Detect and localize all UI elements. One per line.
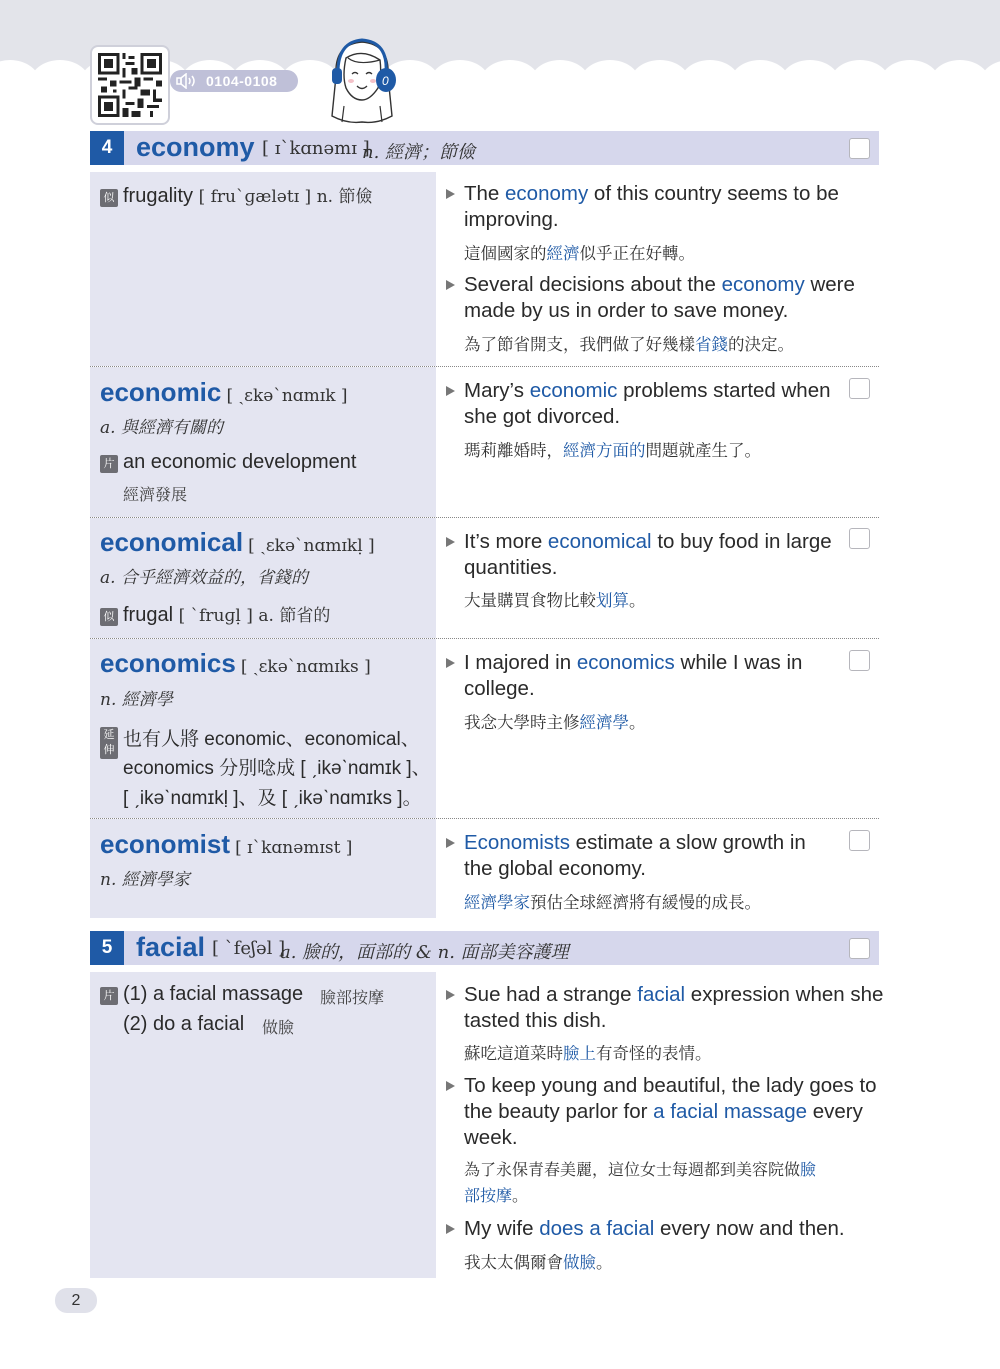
example-translation: 大量購買食物比較划算。 [464, 591, 646, 610]
audio-track-label[interactable]: 0104-0108 [170, 70, 298, 92]
synonym-word: frugality [123, 185, 194, 207]
example-translation: 經濟學家預估全球經濟將有緩慢的成長。 [464, 893, 761, 912]
extension-note-line: 也有人將 economic、economical、 [123, 729, 420, 750]
phrase: (1) a facial massage [123, 983, 304, 1005]
phrase-tag: 片 [100, 987, 118, 1005]
example-translation: 為了永保青春美麗，這位女士每週都到美容院做臉 部按摩。 [464, 1160, 817, 1205]
bullet-arrow-icon [446, 280, 455, 290]
synonym-row [100, 601, 330, 627]
extension-note-line: economics 分別唸成 [ ˏikəˋnɑmɪk ]、 [123, 758, 431, 779]
subword-phonetic: [ ˏɛkəˋnɑmɪk ] [226, 386, 348, 406]
phrase-tag: 片 [100, 455, 118, 473]
synonym-tag: 似 [100, 189, 118, 207]
example-sentence: To keep young and beautiful, the lady goes to the beauty parlor for a facial massage every week. [464, 1074, 877, 1149]
subword-definition: n. 經濟學家 [100, 870, 190, 890]
phrase-translation: 經濟發展 [123, 485, 188, 504]
phrase-row [100, 983, 303, 1006]
headword: facial [136, 932, 206, 962]
subword: economical [100, 527, 244, 557]
example-translation: 蘇吃這道菜時臉上有奇怪的表情。 [464, 1044, 712, 1063]
qr-code-icon[interactable] [90, 45, 170, 125]
bullet-arrow-icon [446, 189, 455, 199]
extension-tag: 延伸 [100, 727, 118, 759]
checkbox[interactable] [849, 378, 870, 399]
girl-with-headphones-icon [322, 36, 402, 126]
subword-phonetic: [ ˏɛkəˋnɑmɪks ] [240, 657, 371, 677]
example-translation: 瑪莉離婚時，經濟方面的問題就產生了。 [464, 441, 761, 460]
scallop-decoration [980, 60, 1000, 82]
headword-definition: a. 臉的，面部的 & n. 面部美容護理 [280, 942, 569, 963]
checkbox[interactable] [849, 138, 870, 159]
bullet-arrow-icon [446, 990, 455, 1000]
checkbox[interactable] [849, 528, 870, 549]
phrase-translation: 做臉 [262, 1018, 295, 1037]
extension-note-line: [ ˏikəˋnɑmɪkḷ ]、及 [ ˏikəˋnɑmɪks ]。 [123, 788, 422, 809]
bullet-arrow-icon [446, 1081, 455, 1091]
bullet-arrow-icon [446, 386, 455, 396]
speaker-icon[interactable] [176, 73, 204, 89]
bullet-arrow-icon [446, 658, 455, 668]
headword-phonetic: [ ˋfeʃəl ] [212, 938, 286, 959]
synonym-phonetic: [ fruˋɡælətɪ ] [198, 187, 312, 207]
example-sentence: I majored in economics while I was in college. [464, 651, 803, 700]
subword-row [100, 648, 371, 679]
subword: economist [100, 829, 231, 859]
example-sentence: My wife does a facial every now and then. [464, 1217, 845, 1240]
example-translation: 我念大學時主修經濟學。 [464, 713, 646, 732]
subword: economic [100, 377, 222, 407]
synonym-tag: 似 [100, 608, 118, 626]
phrase: an economic development [123, 451, 357, 473]
example-sentence: It’s more economical to buy food in large quantities. [464, 530, 832, 579]
checkbox[interactable] [849, 650, 870, 671]
subword-phonetic: [ ˏɛkəˋnɑmɪkḷ ] [248, 536, 375, 556]
synonym-definition: a. 節省的 [258, 606, 331, 626]
example-translation: 我太太偶爾會做臉。 [464, 1253, 613, 1272]
bullet-arrow-icon [446, 1224, 455, 1234]
example-sentence: The economy of this country seems to be improving. [464, 182, 839, 231]
entry-number: 4 [90, 131, 124, 165]
subword-definition: a. 與經濟有關的 [100, 418, 223, 438]
phrase: (2) do a facial [123, 1013, 245, 1035]
entry-number: 5 [90, 931, 124, 965]
headword: economy [136, 132, 255, 162]
synonym-definition: n. 節儉 [316, 187, 373, 207]
subword-row [100, 829, 352, 860]
page-number: 2 [55, 1288, 97, 1313]
subword-row [100, 527, 375, 558]
headword-definition: n. 經濟；節儉 [362, 142, 476, 163]
example-sentence: Sue had a strange facial expression when she tasted this dish. [464, 983, 884, 1032]
headword-phonetic: [ ɪˋkɑnəmɪ ] [262, 138, 370, 159]
subword-row [100, 377, 348, 408]
phrase-translation: 臉部按摩 [320, 988, 385, 1007]
example-sentence: Several decisions about the economy were made by us in order to save money. [464, 273, 855, 322]
bullet-arrow-icon [446, 537, 455, 547]
synonym-row [100, 182, 373, 208]
example-translation: 為了節省開支，我們做了好幾樣省錢的決定。 [464, 335, 794, 354]
checkbox[interactable] [849, 938, 870, 959]
entry-header-economy [90, 131, 879, 165]
subword-definition: a. 合乎經濟效益的，省錢的 [100, 568, 308, 588]
example-sentence: Economists estimate a slow growth in the global economy. [464, 831, 806, 880]
phrase-row [100, 451, 356, 474]
bullet-arrow-icon [446, 838, 455, 848]
subword-definition: n. 經濟學 [100, 690, 173, 710]
example-sentence: Mary’s economic problems started when she got divorced. [464, 379, 831, 428]
subword-phonetic: [ ɪˋkɑnəmɪst ] [235, 838, 353, 858]
svg-text:0: 0 [382, 74, 389, 88]
entry-header-facial [90, 931, 879, 965]
checkbox[interactable] [849, 830, 870, 851]
synonym-phonetic: [ ˋfruɡḷ ] [178, 606, 253, 626]
subword: economics [100, 648, 236, 678]
synonym-word: frugal [123, 604, 174, 626]
example-translation: 這個國家的經濟似乎正在好轉。 [464, 244, 695, 263]
